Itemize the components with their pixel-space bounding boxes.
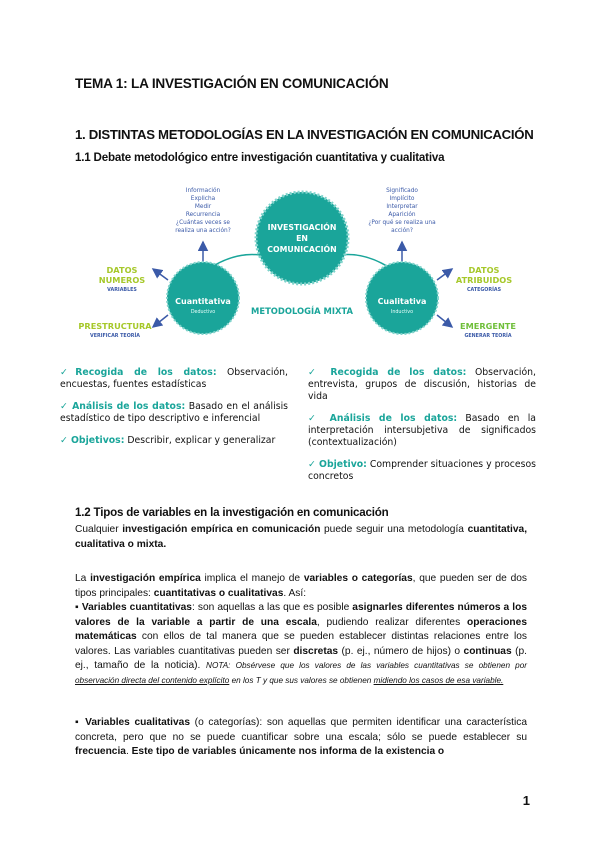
quantitative-features <box>175 187 231 234</box>
page-number: 1 <box>522 793 530 808</box>
note-text-underlined: midiendo los casos de esa variable. <box>373 675 504 685</box>
text-bold: continuas <box>463 645 512 657</box>
paragraph-4 <box>75 716 527 760</box>
text-bold: Variables cuantitativas <box>81 602 192 613</box>
text: (o categorías): son aquellas que permiten identificar una característica concreta, pero que no se puede cuantificar sobre una escala; sólo se puede establecer su <box>75 717 527 743</box>
feature-text: realiza una acción? <box>175 228 231 234</box>
text: implica el manejo de <box>200 573 304 584</box>
left-data-sub: VARIABLES <box>107 288 137 293</box>
quantitative-subtitle: Deductivo <box>190 310 216 315</box>
text: (p. ej., número de hijos) o <box>338 645 464 657</box>
feature-text: acción? <box>391 228 413 234</box>
mixed-methodology-label: METODOLOGÍA MIXTA <box>251 306 353 316</box>
item-label: ✓ Recogida de los datos: <box>308 367 467 378</box>
text-bold: cuantitativas o cualitativas <box>153 587 284 599</box>
text-bold: investigación empírica en comunicación <box>122 524 321 535</box>
paragraph-2 <box>75 572 527 688</box>
feature-text: Implícito <box>389 196 415 202</box>
center-line-3: COMUNICACIÓN <box>267 245 337 254</box>
note-text-underlined: observación directa del contenido explícito <box>75 675 230 685</box>
text-bold: frecuencia <box>75 746 126 757</box>
text: . Así: <box>283 587 307 599</box>
feature-text: Interpretar <box>386 204 418 210</box>
text-bold: variables o categorías <box>303 573 413 584</box>
text-bold: operaciones matemáticas <box>75 616 527 642</box>
arrow-left-mid <box>153 269 168 280</box>
connector-right <box>340 255 390 268</box>
bullet: ▪ <box>75 717 86 728</box>
text: puede seguir una metodología <box>320 524 468 535</box>
text: con ellos de tal manera que se pueden establecer distintas relaciones entre los valores. Las variables cuantitativas pueden ser <box>75 631 527 657</box>
feature-text: Significado <box>386 188 418 194</box>
feature-text: Recurrencia <box>185 212 221 218</box>
text: , pudiendo realizar diferentes <box>316 616 467 628</box>
document-title: TEMA 1: LA INVESTIGACIÓN EN COMUNICACIÓN <box>75 76 389 91</box>
list-item <box>60 435 288 447</box>
methodology-diagram <box>60 180 540 355</box>
item-text: Describir, explicar y generalizar <box>124 435 276 446</box>
list-item <box>308 459 536 483</box>
text-bold: investigación empírica <box>90 573 201 584</box>
arrow-left-bottom <box>153 315 168 327</box>
item-text: Observación, entrevista, grupos de discusión, historias de vida <box>308 367 536 402</box>
right-data-line-2: ATRIBUIDOS <box>455 275 513 285</box>
qualitative-subtitle: Inductivo <box>390 310 414 315</box>
paragraph-3 <box>75 601 527 688</box>
item-label: ✓ Objetivo: <box>308 459 367 470</box>
item-label: ✓ Análisis de los datos: <box>308 413 458 424</box>
text: : son aquellas a las que es posible <box>191 602 353 613</box>
qualitative-features <box>368 188 436 234</box>
left-data-line-2: NUMEROS <box>98 275 146 285</box>
section-1-heading: 1. DISTINTAS METODOLOGÍAS EN LA INVESTIGACIÓN EN COMUNICACIÓN <box>75 127 534 142</box>
arrow-right-mid <box>437 269 452 280</box>
text: (p. ej., tamaño de la noticia). <box>75 645 527 671</box>
prestructure-label: PRESTRUCTURA <box>78 321 152 331</box>
center-line-2: EN <box>296 234 308 243</box>
feature-text: Información <box>185 188 221 194</box>
section-1-1-heading: 1.1 Debate metodológico entre investigación cuantitativa y cualitativa <box>75 151 445 164</box>
feature-text: ¿Por qué se realiza una <box>368 220 436 226</box>
text-bold: cuantitativa, cualitativa o mixta. <box>75 524 528 550</box>
quantitative-title: Cuantitativa <box>175 297 231 306</box>
item-text: Observación, encuestas, fuentes estadísticas <box>60 367 288 390</box>
feature-text: Aparición <box>388 212 416 218</box>
qualitative-title: Cualitativa <box>377 297 427 306</box>
item-label: ✓Recogida de los datos: <box>60 367 217 378</box>
list-item <box>308 413 536 449</box>
feature-text: ¿Cuántas veces se <box>176 220 230 226</box>
text-bold: Este tipo de variables únicamente nos informa de la existencia o <box>131 746 445 757</box>
text: . <box>125 746 132 757</box>
feature-text: Medir <box>194 204 212 210</box>
prestructure-sub: VERIFICAR TEORÍA <box>90 334 140 339</box>
note-text: en los T y que sus valores se obtienen <box>229 675 374 685</box>
center-line-1: INVESTIGACIÓN <box>267 223 337 232</box>
item-label: ✓ Análisis de los datos: <box>60 401 186 412</box>
list-item <box>308 367 536 403</box>
quantitative-column <box>60 367 288 457</box>
bullet: ▪ <box>75 602 82 613</box>
item-text: Basado en la interpretación intersubjetiva de significados (contextualización) <box>308 413 536 448</box>
section-1-2-heading: 1.2 Tipos de variables en la investigación en comunicación <box>75 506 389 519</box>
text-bold: asignarles diferentes números a los valores de la variable a partir de una escala <box>75 602 527 628</box>
text: La <box>75 573 91 584</box>
text-bold: Variables cualitativas <box>85 717 191 728</box>
left-data-line-1: DATOS <box>106 265 138 275</box>
emergent-sub: GENERAR TEORÍA <box>464 334 512 339</box>
paragraph-1 <box>75 523 527 552</box>
list-item <box>60 401 288 425</box>
arrow-right-bottom <box>437 315 452 327</box>
feature-text: Explicha <box>190 196 216 202</box>
item-text: Basado en el análisis estadístico de tipo descriptivo e inferencial <box>60 401 288 424</box>
text: , que pueden ser de dos tipos principales: <box>75 573 527 599</box>
text: Cualquier <box>75 524 123 535</box>
item-text: Comprender situaciones y procesos concretos <box>308 459 537 482</box>
right-data-line-1: DATOS <box>468 265 500 275</box>
note-text: NOTA: Obsérvese que los valores de las variables cuantitativas se obtienen por <box>206 661 527 670</box>
text-bold: discretas <box>293 645 339 657</box>
list-item <box>60 367 288 391</box>
item-label: ✓ Objetivos: <box>60 435 125 446</box>
right-data-sub: CATEGORÍAS <box>466 288 502 293</box>
emergent-label: EMERGENTE <box>460 321 516 331</box>
qualitative-column <box>308 367 536 493</box>
